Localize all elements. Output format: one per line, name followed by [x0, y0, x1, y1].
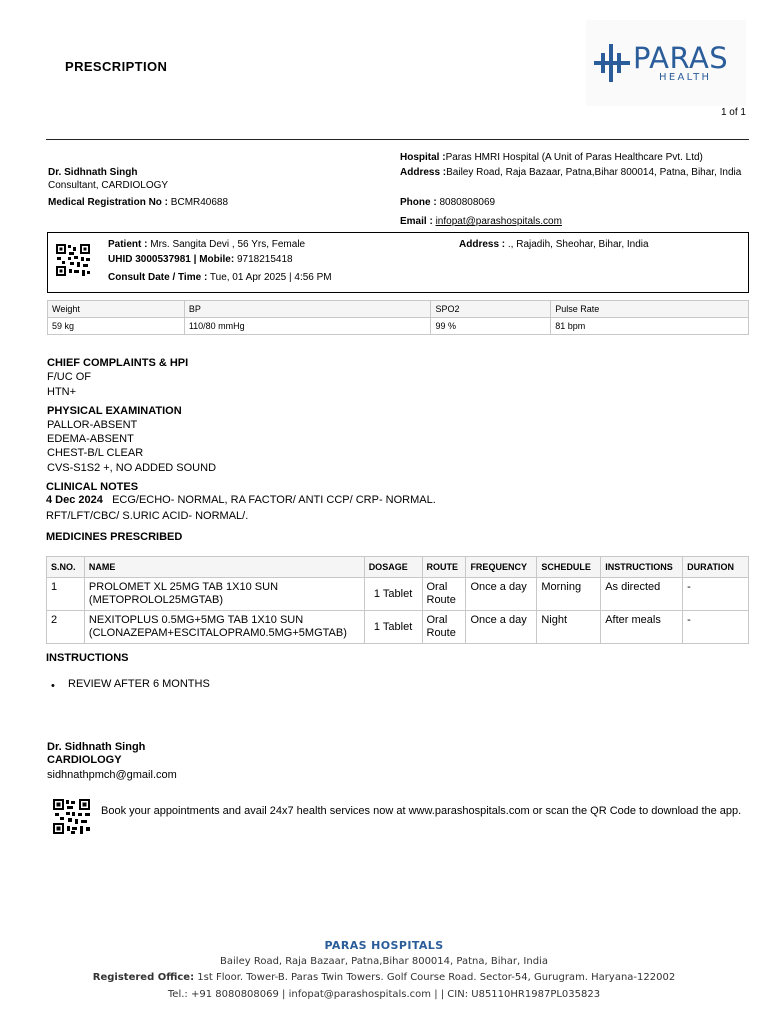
route-line: Route: [426, 594, 456, 606]
medicine-duration: -: [683, 578, 749, 611]
medicine-generic: (CLONAZEPAM+ESCITALOPRAM0.5MG+5MGTAB): [88, 627, 347, 639]
vitals-header-cell: Weight: [48, 301, 185, 318]
medicines-header-cell: DOSAGE: [364, 557, 422, 578]
medicines-heading: MEDICINES PRESCRIBED: [46, 531, 183, 543]
app-promo-text: Book your appointments and avail 24x7 health services now at www.parashospitals.com or scan the QR Code to download the app.: [101, 805, 742, 817]
exam-line: CHEST-B/L CLEAR: [47, 447, 144, 459]
exam-line: EDEMA-ABSENT: [47, 433, 134, 445]
vitals-value-cell: 110/80 mmHg: [184, 318, 431, 335]
medicine-frequency: Once a day: [466, 578, 537, 611]
bullet-icon: •: [51, 680, 55, 692]
medicine-dosage: 1 Tablet: [364, 611, 422, 644]
medicines-header-cell: ROUTE: [422, 557, 466, 578]
medicines-header-cell: NAME: [84, 557, 364, 578]
hospital-phone: [400, 197, 745, 208]
medicine-dosage: 1 Tablet: [364, 578, 422, 611]
consult-date-line: [108, 272, 332, 283]
hospital-value: Paras HMRI Hospital (A Unit of Paras Healthcare Pvt. Ltd): [445, 152, 703, 163]
hospital-line: [400, 152, 745, 163]
document-title: PRESCRIPTION: [65, 59, 168, 74]
medicine-schedule: Night: [537, 611, 601, 644]
footer-title: PARAS HOSPITALS: [324, 939, 444, 952]
qr-code-icon: [56, 244, 90, 276]
medicines-header-cell: SCHEDULE: [537, 557, 601, 578]
clinical-notes-line: RFT/LFT/CBC/ S.URIC ACID- NORMAL/.: [46, 510, 249, 522]
footer-contact: Tel.: +91 8080808069 | infopat@parashospitals.com | | CIN: U85110HR1987PL035823: [167, 989, 601, 1000]
medicine-sno: 1: [47, 578, 85, 611]
registered-office-value: 1st Floor. Tower-B. Paras Twin Towers. Golf Course Road. Sector-54, Gurugram. Haryana-122002: [197, 972, 676, 983]
header-divider: [46, 139, 749, 140]
clinical-note-text: ECG/ECHO- NORMAL, RA FACTOR/ ANTI CCP/ CRP- NORMAL.: [112, 494, 436, 506]
medical-registration: [48, 197, 228, 208]
patient-value: Mrs. Sangita Devi , 56 Yrs, Female: [150, 239, 306, 250]
medicine-generic: (METOPROLOL25MGTAB): [88, 594, 223, 606]
hospital-email: [400, 216, 745, 227]
registered-office-label: Registered Office:: [92, 972, 195, 983]
vitals-header-cell: BP: [184, 301, 431, 318]
vitals-header-row: [48, 301, 749, 318]
paras-health-logo: [586, 20, 746, 106]
exam-line: PALLOR-ABSENT: [47, 419, 138, 431]
route-line: Oral: [426, 581, 448, 593]
logo-sub-text: HEALTH: [659, 72, 712, 83]
patient-details-box: [47, 232, 749, 293]
patient-address-label: Address :: [459, 239, 506, 250]
vitals-header-cell: SPO2: [431, 301, 551, 318]
patient-uhid-line: [108, 254, 293, 265]
mobile-value: 9718215418: [236, 254, 293, 265]
medicine-name: NEXITOPLUS 0.5MG+5MG TAB 1X10 SUN: [88, 614, 304, 626]
footer-registered-office: [0, 972, 768, 983]
complaint-line: F/UC OF: [47, 371, 91, 383]
reg-label: Medical Registration No :: [48, 197, 169, 208]
page-indicator: 1 of 1: [720, 107, 746, 118]
paras-cross-icon: [594, 44, 630, 82]
medicine-instructions: After meals: [601, 611, 683, 644]
medicine-instructions: As directed: [601, 578, 683, 611]
vitals-value-cell: 59 kg: [48, 318, 185, 335]
medicine-row: [47, 611, 749, 644]
uhid-text: UHID 3000537981 | Mobile:: [108, 254, 235, 265]
medicines-table: [46, 556, 749, 644]
medicine-name-cell: [84, 611, 364, 644]
vitals-header-cell: Pulse Rate: [551, 301, 749, 318]
logo-brand-text: PARAS: [633, 41, 729, 75]
signature-email: sidhnathpmch@gmail.com: [47, 769, 177, 781]
vitals-value-row: [48, 318, 749, 335]
exam-heading: PHYSICAL EXAMINATION: [47, 405, 182, 417]
patient-name-line: [108, 239, 305, 250]
medicine-duration: -: [683, 611, 749, 644]
medicine-schedule: Morning: [537, 578, 601, 611]
signature-department: CARDIOLOGY: [47, 754, 122, 766]
medicines-header-cell: S.NO.: [47, 557, 85, 578]
vitals-value-cell: 99 %: [431, 318, 551, 335]
hospital-address-label: Address :: [400, 167, 447, 178]
hospital-address-value: Bailey Road, Raja Bazaar, Patna,Bihar 800014, Patna, Bihar, India: [446, 167, 742, 178]
medicines-header-cell: DURATION: [683, 557, 749, 578]
doctor-role: Consultant, CARDIOLOGY: [48, 180, 169, 191]
vitals-value-cell: 81 bpm: [551, 318, 749, 335]
consult-label: Consult Date / Time :: [108, 272, 208, 283]
medicine-route: [422, 578, 466, 611]
patient-label: Patient :: [108, 239, 148, 250]
clinical-date: 4 Dec 2024: [46, 494, 103, 506]
signature-doctor-name: Dr. Sidhnath Singh: [47, 741, 146, 753]
route-line: Oral: [426, 614, 448, 626]
complaint-line: HTN+: [47, 386, 77, 398]
hospital-address: [400, 167, 745, 178]
medicine-sno: 2: [47, 611, 85, 644]
footer-address: Bailey Road, Raja Bazaar, Patna,Bihar 800014, Patna, Bihar, India: [220, 956, 548, 967]
reg-value: BCMR40688: [170, 197, 229, 208]
clinical-notes-line: [46, 494, 436, 506]
medicine-name: PROLOMET XL 25MG TAB 1X10 SUN: [88, 581, 279, 593]
medicine-name-cell: [84, 578, 364, 611]
clinical-notes-heading: CLINICAL NOTES: [46, 481, 139, 493]
exam-line: CVS-S1S2 +, NO ADDED SOUND: [47, 462, 217, 474]
medicine-route: [422, 611, 466, 644]
patient-address-line: [459, 239, 649, 250]
instruction-item: REVIEW AFTER 6 MONTHS: [68, 678, 210, 690]
email-label: Email :: [400, 216, 433, 227]
medicines-header-cell: FREQUENCY: [466, 557, 537, 578]
doctor-name: Dr. Sidhnath Singh: [48, 167, 138, 178]
patient-address-value: ., Rajadih, Sheohar, Bihar, India: [507, 239, 649, 250]
medicines-header-cell: INSTRUCTIONS: [601, 557, 683, 578]
hospital-label: Hospital :: [400, 152, 446, 163]
consult-value: Tue, 01 Apr 2025 | 4:56 PM: [209, 272, 332, 283]
phone-value: 8080808069: [439, 197, 496, 208]
medicines-header-row: [47, 557, 749, 578]
medicine-row: [47, 578, 749, 611]
phone-label: Phone :: [400, 197, 437, 208]
email-link[interactable]: infopat@parashospitals.com: [435, 216, 562, 227]
complaints-heading: CHIEF COMPLAINTS & HPI: [47, 357, 189, 369]
app-qr-code-icon: [53, 799, 90, 834]
medicine-frequency: Once a day: [466, 611, 537, 644]
route-line: Route: [426, 627, 456, 639]
vitals-table: [47, 300, 749, 335]
instructions-heading: INSTRUCTIONS: [46, 652, 129, 664]
